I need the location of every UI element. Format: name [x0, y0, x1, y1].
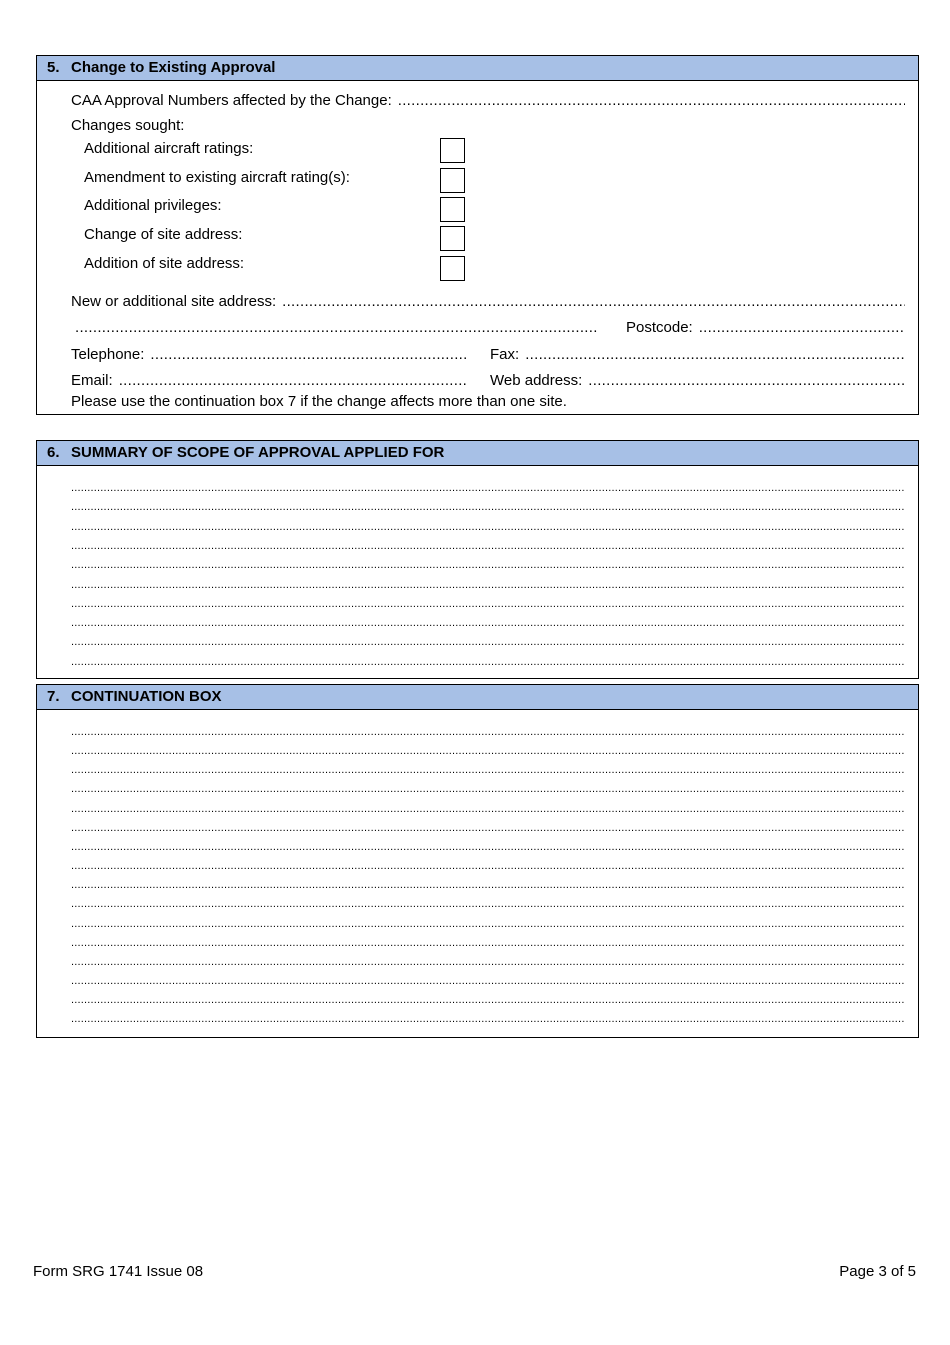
postcode-label: Postcode:: [626, 319, 693, 336]
site-address-label: New or additional site address:: [71, 293, 277, 310]
telephone-label: Telephone:: [71, 346, 145, 363]
email-field[interactable]: [71, 371, 466, 391]
section-6-header: [37, 441, 918, 466]
dotted-writing-line[interactable]: [71, 780, 905, 799]
section-6-title: SUMMARY OF SCOPE OF APPROVAL APPLIED FOR: [71, 444, 445, 461]
dotted-writing-line[interactable]: [71, 934, 905, 953]
checkbox-additional-privileges[interactable]: [440, 197, 465, 222]
checkbox-change-site-address[interactable]: [440, 226, 465, 251]
dotted-writing-line[interactable]: [71, 595, 905, 614]
section-6-summary-of-scope: [36, 440, 919, 679]
dotted-writing-line[interactable]: [71, 857, 905, 876]
section-6-number: 6.: [47, 444, 60, 461]
checkbox-amendment-aircraft-rating[interactable]: [440, 168, 465, 193]
dotted-writing-line[interactable]: [71, 953, 905, 972]
dotted-writing-line[interactable]: [71, 742, 905, 761]
section-7-number: 7.: [47, 688, 60, 705]
change-option-label-3: Change of site address:: [84, 226, 243, 243]
dotted-writing-line[interactable]: [71, 723, 905, 742]
web-address-input-line[interactable]: [588, 371, 905, 391]
dotted-writing-line[interactable]: [71, 991, 905, 1010]
dotted-writing-line[interactable]: [71, 576, 905, 595]
approval-numbers-field[interactable]: [71, 91, 905, 111]
section-5-header: [37, 56, 918, 81]
section-5-title: Change to Existing Approval: [71, 59, 276, 76]
dotted-writing-line[interactable]: [71, 895, 905, 914]
changes-sought-label: Changes sought:: [71, 117, 185, 134]
dotted-writing-line[interactable]: [71, 556, 905, 575]
fax-field[interactable]: [490, 345, 905, 365]
web-address-field[interactable]: [490, 371, 905, 391]
dotted-writing-line[interactable]: [71, 498, 905, 517]
dotted-writing-line[interactable]: [71, 915, 905, 934]
change-option-label-1: Amendment to existing aircraft rating(s):: [84, 169, 350, 186]
change-option-label-0: Additional aircraft ratings:: [84, 140, 254, 157]
postcode-input-line[interactable]: [699, 318, 905, 338]
dotted-writing-line[interactable]: [71, 876, 905, 895]
postcode-field[interactable]: [626, 318, 905, 338]
fax-label: Fax:: [490, 346, 520, 363]
section-7-continuation-box: [36, 684, 919, 1038]
dotted-writing-line[interactable]: [71, 633, 905, 652]
dotted-writing-line[interactable]: [71, 838, 905, 857]
fax-input-line[interactable]: [525, 345, 905, 365]
section-7-title: CONTINUATION BOX: [71, 688, 222, 705]
change-option-label-2: Additional privileges:: [84, 197, 222, 214]
dotted-writing-line[interactable]: [71, 819, 905, 838]
site-address-line-2-input[interactable]: [75, 318, 599, 338]
dotted-writing-line[interactable]: [71, 479, 905, 498]
change-option-label-4: Addition of site address:: [84, 255, 245, 272]
approval-numbers-label: CAA Approval Numbers affected by the Change:: [71, 92, 392, 109]
site-address-line-2[interactable]: [71, 318, 599, 338]
footer-form-id: Form SRG 1741 Issue 08: [33, 1263, 204, 1280]
email-input-line[interactable]: [119, 371, 466, 391]
checkbox-addition-site-address[interactable]: [440, 256, 465, 281]
dotted-writing-line[interactable]: [71, 800, 905, 819]
footer-page-number: Page 3 of 5: [839, 1263, 916, 1280]
email-label: Email:: [71, 372, 113, 389]
dotted-writing-line[interactable]: [71, 1010, 905, 1029]
site-address-input-line[interactable]: [282, 292, 905, 312]
continuation-note: Please use the continuation box 7 if the change affects more than one site.: [71, 393, 567, 410]
telephone-field[interactable]: [71, 345, 466, 365]
dotted-writing-line[interactable]: [71, 972, 905, 991]
section-7-header: [37, 685, 918, 710]
web-address-label: Web address:: [490, 372, 583, 389]
section-5-number: 5.: [47, 59, 60, 76]
telephone-input-line[interactable]: [150, 345, 466, 365]
checkbox-additional-aircraft-ratings[interactable]: [440, 138, 465, 163]
dotted-writing-line[interactable]: [71, 518, 905, 537]
dotted-writing-line[interactable]: [71, 653, 905, 672]
section-5-change-to-existing-approval: [36, 55, 919, 415]
dotted-writing-line[interactable]: [71, 761, 905, 780]
approval-numbers-input-line[interactable]: [398, 91, 905, 111]
site-address-field[interactable]: [71, 292, 905, 312]
dotted-writing-line[interactable]: [71, 614, 905, 633]
dotted-writing-line[interactable]: [71, 537, 905, 556]
